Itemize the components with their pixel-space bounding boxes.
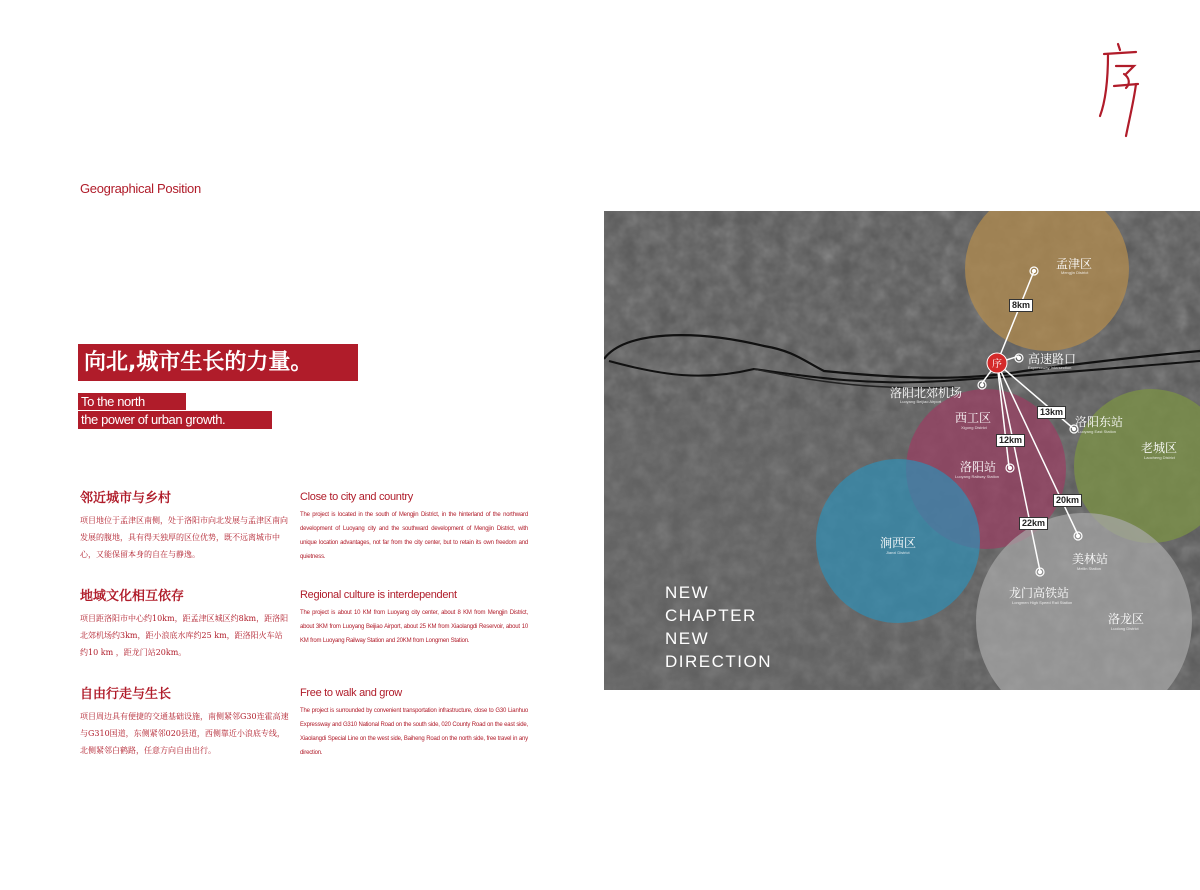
en-section-body: The project is surrounded by convenient transportation infrastructure, close to G30 Lianhuo Expressway and G310 National Road on the south side, 020 County Road on the east side, Xiaolangdi Special Line on the west side, Baiheng Road on the north side, free travel in any direction.: [300, 708, 528, 756]
page-headline: 向北,城市生长的力量。: [78, 344, 358, 381]
district-sub-jianxi: Jianxi District: [886, 550, 910, 555]
chapter-line: NEW: [665, 629, 710, 648]
district-label-xigong: 西工区: [955, 411, 992, 425]
en-section-title: Close to city and country: [300, 491, 413, 503]
distance-badge-luoyang-east: 13km: [1037, 406, 1066, 419]
location-map: [604, 211, 1200, 690]
en-section-title: Free to walk and grow: [300, 687, 402, 699]
station-sub-airport: Luoyang Beijiao Airport: [900, 399, 942, 404]
chapter-line: CHAPTER: [665, 606, 757, 625]
station-sub-meilin: Meilin Station: [1077, 566, 1102, 571]
cn-section-3: [80, 683, 290, 759]
xu-calligraphy-logo-icon: [1096, 40, 1144, 140]
station-label-expressway: 高速路口: [1028, 352, 1077, 366]
cn-section-title: 地域文化相互依存: [80, 589, 185, 604]
chapter-tagline: [665, 581, 772, 673]
district-sub-laocheng: Laocheng District: [1144, 455, 1175, 460]
distance-badge-mengjin: 8km: [1009, 299, 1033, 312]
cn-section-title: 自由行走与生长: [80, 687, 172, 702]
station-label-luoyang: 洛阳站: [960, 460, 997, 474]
en-section-title: Regional culture is interdependent: [300, 589, 457, 601]
station-sub-longmen: Longmen High Speed Rail Station: [1012, 600, 1073, 605]
cn-section-body: 项目周边具有便捷的交通基础设施，南侧紧邻G30连霍高速与G310国道，东侧紧邻020县道，西侧靠近小浪底专线，北侧紧邻白鹤路，任意方向自由出行。: [80, 712, 289, 755]
station-label-meilin: 美林站: [1072, 552, 1109, 566]
district-label-luolong: 洛龙区: [1108, 612, 1145, 626]
district-sub-mengjin: Mengjin District: [1061, 270, 1089, 275]
en-section-body: The project is about 10 KM from Luoyang city center, about 8 KM from Mengjin District, about 3KM from Luoyang Beijiao Airport, about 25 KM from Xiaolangdi Reservoir, about 10 KM from Luoyang Railway Station and 20KM from Longmen Station.: [300, 610, 528, 644]
district-label-mengjin: 孟津区: [1056, 257, 1093, 271]
subtitle-en-line1: To the north: [78, 393, 186, 410]
cn-section-title: 邻近城市与乡村: [80, 491, 172, 506]
en-section-2: [300, 589, 528, 648]
district-label-laocheng: 老城区: [1141, 441, 1178, 455]
cn-section-2: [80, 585, 290, 661]
district-label-jianxi: 涧西区: [880, 536, 917, 550]
en-section-body: The project is located in the south of Mengjin District, in the hinterland of the northward development of Luoyang city and the southward development of Mengjin District, with unique location advantages, not far from the city center, but to retain its own freedom and quietness.: [300, 512, 528, 560]
en-section-1: [300, 491, 528, 564]
chapter-line: DIRECTION: [665, 652, 772, 671]
project-marker-label: 序: [992, 359, 1002, 370]
district-sub-xigong: Xigong District: [961, 425, 987, 430]
distance-badge-meilin: 20km: [1053, 494, 1082, 507]
station-sub-luoyang: Luoyang Railway Station: [955, 474, 1000, 479]
section-label: Geographical Position: [80, 181, 201, 196]
district-sub-luolong: Luolong District: [1111, 626, 1139, 631]
chapter-line: NEW: [665, 583, 710, 602]
station-label-airport: 洛阳北郊机场: [890, 386, 963, 400]
cn-section-body: 项目距洛阳市中心约10km，距孟津区城区约8km，距洛阳北郊机场约3km，距小浪底水库约25 km，距洛阳火车站约10 km ，距龙门站20km。: [80, 614, 289, 657]
station-label-longmen: 龙门高铁站: [1009, 586, 1070, 600]
en-section-3: [300, 687, 528, 760]
cn-section-1: [80, 487, 290, 563]
distance-badge-longmen: 22km: [1019, 517, 1048, 530]
station-sub-luoyang-east: Luoyang East Station: [1078, 429, 1117, 434]
cn-section-body: 项目地位于孟津区南侧，处于洛阳市向北发展与孟津区南向发展的腹地，具有得天独厚的区位优势，既不远离城市中心，又能保留本身的自在与静逸。: [80, 516, 288, 559]
distance-badge-luoyang: 12km: [996, 434, 1025, 447]
station-sub-expressway: Expressway Intersection: [1028, 365, 1072, 370]
station-label-luoyang-east: 洛阳东站: [1075, 415, 1124, 429]
subtitle-en-line2: the power of urban growth.: [78, 411, 272, 429]
